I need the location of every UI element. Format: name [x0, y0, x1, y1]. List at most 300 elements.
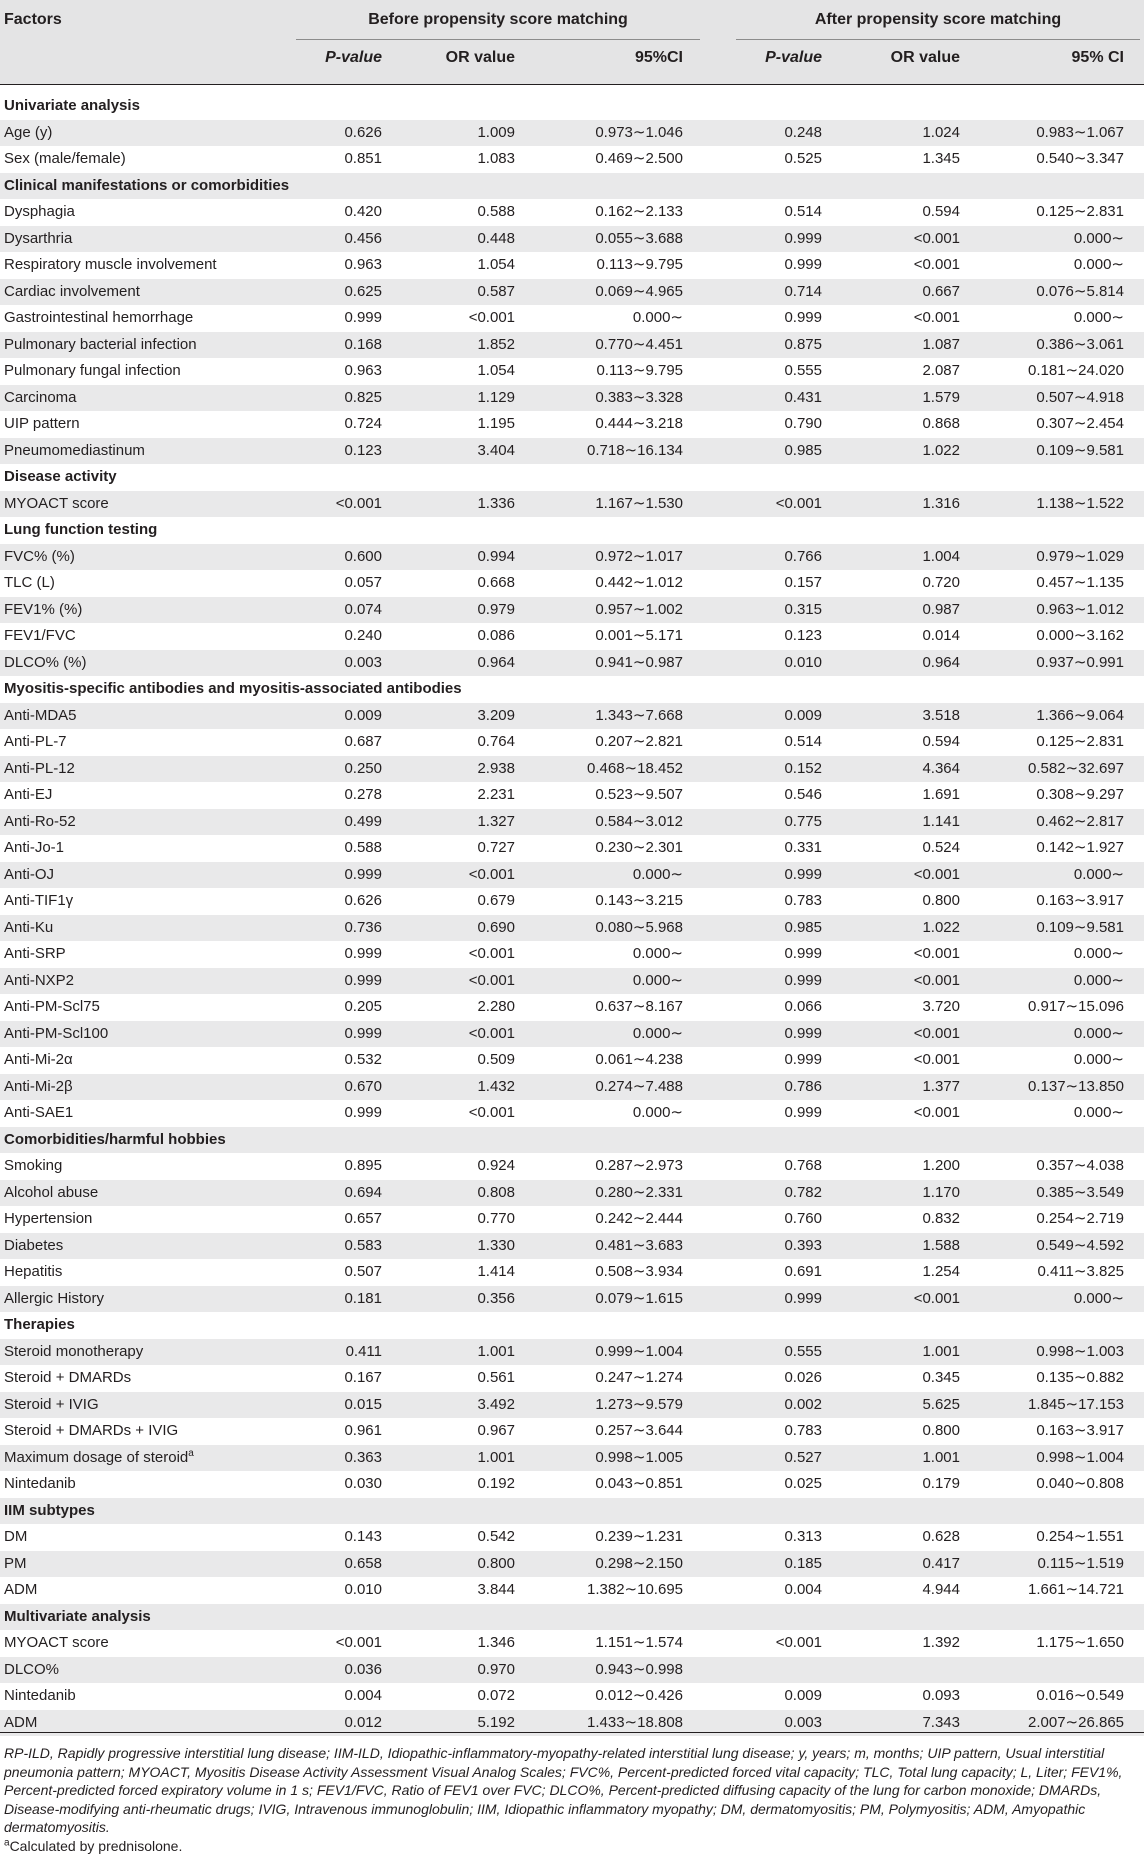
- p-value-before: 0.736: [344, 918, 382, 936]
- table-header: [0, 0, 1144, 84]
- table-row: [0, 358, 1144, 385]
- p-value-after: 0.985: [784, 918, 822, 936]
- or-before: <0.001: [468, 1024, 515, 1042]
- factor-label-text: Anti-PL-12: [4, 759, 75, 777]
- or-after: 0.800: [922, 1422, 960, 1439]
- or-before: 0.679: [477, 892, 515, 909]
- p-value-before: 0.010: [344, 1581, 382, 1598]
- table-row: [0, 252, 1144, 279]
- section-row: [0, 173, 1144, 200]
- ci-before: 0.298∼2.150: [595, 1554, 683, 1572]
- p-value-before: 0.724: [344, 415, 382, 432]
- section-heading: [4, 93, 140, 120]
- ci-after: 0.163∼3.917: [1036, 1422, 1124, 1439]
- or-after: 1.588: [922, 1236, 960, 1254]
- factor-label-text: Nintedanib: [4, 1475, 76, 1492]
- table-row: [0, 968, 1144, 995]
- p-value-before: 0.999: [344, 971, 382, 989]
- p-value-after: 0.999: [784, 1051, 822, 1068]
- ci-before: 0.000∼: [632, 1024, 683, 1042]
- table-row: [0, 1471, 1144, 1498]
- p-value-before: 0.456: [344, 229, 382, 247]
- factor-label-text: Smoking: [4, 1157, 63, 1174]
- ci-before: 0.523∼9.507: [595, 786, 683, 803]
- or-after: <0.001: [913, 1289, 960, 1307]
- table-row: [0, 226, 1144, 253]
- or-after: 1.001: [922, 1448, 960, 1466]
- or-before: 1.414: [477, 1263, 515, 1280]
- section-row: [0, 517, 1144, 544]
- factor-label: [4, 570, 55, 597]
- factor-label: [4, 1683, 76, 1710]
- p-value-after: 0.999: [784, 1104, 822, 1121]
- or-after: 3.720: [922, 998, 960, 1015]
- p-value-after: 0.123: [784, 627, 822, 644]
- p-value-after: 0.790: [784, 415, 822, 432]
- ci-after: 0.998∼1.004: [1036, 1448, 1124, 1466]
- or-after: 1.170: [922, 1183, 960, 1201]
- factor-label: [4, 411, 80, 438]
- ci-before: 0.957∼1.002: [595, 600, 683, 618]
- or-before: 0.072: [477, 1687, 515, 1704]
- or-after: 1.022: [922, 441, 960, 459]
- or-after: <0.001: [913, 1104, 960, 1121]
- or-before: 0.086: [477, 627, 515, 644]
- ci-after: 0.109∼9.581: [1036, 441, 1124, 459]
- table-row: [0, 1021, 1144, 1048]
- p-value-before: 0.999: [344, 1024, 382, 1042]
- or-after: 0.628: [922, 1528, 960, 1545]
- ci-after: 0.000∼3.162: [1036, 627, 1124, 644]
- ci-after: 0.000∼: [1073, 256, 1124, 273]
- table-row: [0, 1259, 1144, 1286]
- factor-label: [4, 862, 54, 889]
- or-after: 1.316: [922, 494, 960, 512]
- table-row: [0, 385, 1144, 412]
- factor-label-text: Steroid monotherapy: [4, 1342, 144, 1360]
- p-value-after: 0.999: [784, 309, 822, 326]
- or-before: 0.964: [477, 653, 515, 671]
- or-after: <0.001: [913, 1051, 960, 1068]
- p-value-after: 0.393: [784, 1236, 822, 1254]
- ci-after: 0.983∼1.067: [1036, 123, 1124, 141]
- p-value-after: 0.999: [784, 1024, 822, 1042]
- table-row: [0, 1074, 1144, 1101]
- factor-label-text: Pulmonary fungal infection: [4, 362, 181, 379]
- p-value-before: 0.009: [344, 706, 382, 724]
- factor-label: [4, 915, 53, 942]
- factor-label: [4, 1074, 73, 1101]
- p-value-before: 0.851: [344, 150, 382, 167]
- or-after: 0.832: [922, 1210, 960, 1227]
- before-group-rule: [296, 39, 700, 40]
- p-value-after: 0.009: [784, 706, 822, 724]
- p-value-before: 0.168: [344, 335, 382, 353]
- p-value-after: 0.009: [784, 1687, 822, 1704]
- section-row: [0, 1498, 1144, 1525]
- p-value-before: 0.278: [344, 786, 382, 803]
- p-value-before: 0.825: [344, 388, 382, 406]
- ci-after: 0.000∼: [1073, 971, 1124, 989]
- factor-label: [4, 544, 75, 571]
- factor-label-text: Anti-EJ: [4, 786, 53, 803]
- ci-after: 0.076∼5.814: [1036, 282, 1124, 300]
- section-heading: [4, 1127, 226, 1154]
- p-value-before: 0.411: [345, 1342, 382, 1360]
- ci-before: 0.770∼4.451: [595, 335, 683, 353]
- p-value-after: 0.066: [784, 998, 822, 1015]
- or-before: 0.356: [477, 1289, 515, 1307]
- or-after: 2.087: [922, 362, 960, 379]
- or-before: 0.727: [477, 839, 515, 856]
- ci-before: 0.162∼2.133: [595, 203, 683, 220]
- p-value-after: 0.783: [784, 1422, 822, 1439]
- p-value-after: 0.783: [784, 892, 822, 909]
- factor-label-text: Anti-PL-7: [4, 733, 67, 750]
- section-row: [0, 1604, 1144, 1631]
- factor-label-text: Anti-Jo-1: [4, 839, 65, 856]
- factor-label-text: Steroid + IVIG: [4, 1395, 99, 1413]
- ci-after: 1.661∼14.721: [1028, 1581, 1124, 1598]
- section-heading: [4, 517, 157, 544]
- p-value-after: <0.001: [775, 1634, 822, 1651]
- table-row: [0, 888, 1144, 915]
- table-row: [0, 305, 1144, 332]
- or-after: 0.093: [922, 1687, 960, 1704]
- factors-header: Factors: [4, 11, 62, 28]
- or-after: 5.625: [922, 1395, 960, 1413]
- factor-label: [4, 1206, 92, 1233]
- table-row: [0, 729, 1144, 756]
- ci-after: 0.549∼4.592: [1036, 1236, 1124, 1254]
- ci-before: 0.061∼4.238: [595, 1051, 683, 1068]
- p-value-before: 0.626: [344, 123, 382, 141]
- table-row: [0, 941, 1144, 968]
- or-after: <0.001: [913, 865, 960, 883]
- factor-label-text: Pneumomediastinum: [4, 441, 145, 459]
- p-value-after: 0.025: [784, 1475, 822, 1492]
- p-value-before: 0.507: [344, 1263, 382, 1280]
- section-heading: [4, 1498, 95, 1525]
- or-after: 7.343: [922, 1713, 960, 1731]
- p-value-before: 0.626: [344, 892, 382, 909]
- factor-label: [4, 1445, 194, 1472]
- p-value-before: 0.030: [344, 1475, 382, 1492]
- or-before: 0.588: [477, 203, 515, 220]
- factor-label-text: Diabetes: [4, 1236, 64, 1254]
- p-value-before: 0.999: [344, 1104, 382, 1121]
- or-before: 1.054: [477, 256, 515, 273]
- table-row: [0, 623, 1144, 650]
- ci-after: 1.175∼1.650: [1036, 1634, 1124, 1651]
- p-value-after: 0.185: [784, 1554, 822, 1572]
- ci-after: 1.138∼1.522: [1036, 494, 1124, 512]
- factor-label: [4, 835, 64, 862]
- p-value-after: 0.331: [784, 839, 822, 856]
- or-before: 2.280: [477, 998, 515, 1015]
- ci-before: 0.079∼1.615: [595, 1289, 683, 1307]
- header-bottom-rule: [0, 84, 1144, 85]
- p-value-after: 0.999: [784, 865, 822, 883]
- ci-after: 0.998∼1.003: [1036, 1342, 1124, 1360]
- factor-label-text: Anti-Mi-2β: [4, 1077, 73, 1095]
- ci-after: 0.000∼: [1073, 1051, 1124, 1068]
- table-row: [0, 597, 1144, 624]
- ci-after: 0.979∼1.029: [1036, 547, 1124, 565]
- table-row: [0, 1365, 1144, 1392]
- after-group-rule: [736, 39, 1140, 40]
- p-value-after: 0.315: [784, 600, 822, 618]
- ci-before: 0.481∼3.683: [595, 1236, 683, 1254]
- section-row: [0, 93, 1144, 120]
- ci-before: 0.973∼1.046: [595, 123, 683, 141]
- p-value-before: 0.420: [344, 203, 382, 220]
- ci-after: 0.308∼9.297: [1036, 786, 1124, 803]
- or-before: 3.844: [477, 1581, 515, 1598]
- p-value-after: 0.999: [784, 1289, 822, 1307]
- table-row: [0, 279, 1144, 306]
- ci-before: 0.055∼3.688: [595, 229, 683, 247]
- factor-label: [4, 1259, 62, 1286]
- ci-after: 0.937∼0.991: [1036, 653, 1124, 671]
- factor-label: [4, 756, 75, 783]
- or-after: 0.179: [922, 1475, 960, 1492]
- factor-label: [4, 994, 100, 1021]
- factor-label-text: DLCO%: [4, 1660, 60, 1678]
- ci-before: 1.433∼18.808: [587, 1713, 683, 1731]
- p-value-before: 0.074: [344, 600, 382, 618]
- p-value-after: 0.999: [784, 945, 822, 962]
- ci-before: 0.000∼: [632, 309, 683, 326]
- factor-label: [4, 1286, 104, 1313]
- ci-before: 0.080∼5.968: [595, 918, 683, 936]
- section-row: [0, 1127, 1144, 1154]
- table-row: [0, 570, 1144, 597]
- ci-before: 0.001∼5.171: [595, 627, 683, 644]
- factor-label: [4, 623, 76, 650]
- ci-after: 0.357∼4.038: [1036, 1157, 1124, 1174]
- p-value-after: <0.001: [775, 494, 822, 512]
- factor-label-text: Anti-MDA5: [4, 706, 77, 724]
- factor-label: [4, 1153, 62, 1180]
- ci-before: 0.442∼1.012: [595, 574, 683, 591]
- before-p-value-header: P-value: [325, 49, 382, 66]
- factor-label-text: Gastrointestinal hemorrhage: [4, 309, 194, 326]
- or-after: 1.392: [922, 1634, 960, 1651]
- factor-label-text: Anti-SRP: [4, 945, 66, 962]
- or-after: 0.417: [922, 1554, 960, 1572]
- factor-label-text: Maximum dosage of steroid: [4, 1448, 189, 1466]
- or-after: <0.001: [913, 971, 960, 989]
- p-value-after: 0.010: [784, 653, 822, 671]
- or-before: 0.509: [477, 1051, 515, 1068]
- or-after: 1.200: [922, 1157, 960, 1174]
- ci-after: 0.000∼: [1073, 865, 1124, 883]
- table-row: [0, 411, 1144, 438]
- p-value-after: 0.999: [784, 229, 822, 247]
- p-value-before: 0.240: [344, 627, 382, 644]
- factor-label-text: FVC% (%): [4, 547, 75, 565]
- or-after: 1.345: [922, 150, 960, 167]
- section-heading: [4, 464, 117, 491]
- p-value-before: 0.003: [344, 653, 382, 671]
- ci-after: 0.000∼: [1073, 309, 1124, 326]
- ci-before: 0.247∼1.274: [595, 1369, 683, 1386]
- table-row: [0, 332, 1144, 359]
- factor-label-text: PM: [4, 1554, 27, 1572]
- p-value-before: 0.250: [344, 759, 382, 777]
- ci-before: 0.469∼2.500: [595, 150, 683, 167]
- p-value-after: 0.782: [784, 1183, 822, 1201]
- ci-after: 0.385∼3.549: [1036, 1183, 1124, 1201]
- or-before: 1.852: [477, 335, 515, 353]
- p-value-before: 0.004: [344, 1687, 382, 1704]
- or-before: <0.001: [468, 1104, 515, 1121]
- or-after: 0.868: [922, 415, 960, 432]
- ci-after: 0.411∼3.825: [1037, 1263, 1124, 1280]
- or-after: 0.987: [922, 600, 960, 618]
- or-before: 0.800: [477, 1554, 515, 1572]
- after-ci-header: 95% CI: [1071, 49, 1124, 66]
- factor-label: [4, 1630, 109, 1657]
- or-after: <0.001: [913, 309, 960, 326]
- p-value-before: 0.694: [344, 1183, 382, 1201]
- factor-label-text: Therapies: [4, 1316, 75, 1333]
- ci-before: 0.468∼18.452: [587, 759, 683, 777]
- ci-after: 0.125∼2.831: [1036, 733, 1124, 750]
- factor-label-text: Steroid + DMARDs: [4, 1369, 132, 1386]
- table-row: [0, 1577, 1144, 1604]
- table-footnote: [4, 1744, 1140, 1855]
- p-value-before: 0.057: [344, 574, 382, 591]
- ci-before: 0.069∼4.965: [595, 282, 683, 300]
- ci-after: 0.254∼1.551: [1036, 1528, 1124, 1545]
- or-before: 0.668: [477, 574, 515, 591]
- ci-after: 0.386∼3.061: [1036, 335, 1124, 353]
- before-or-header: OR value: [445, 49, 515, 66]
- p-value-before: <0.001: [335, 1634, 382, 1651]
- note-text: Calculated by prednisolone.: [9, 1837, 183, 1854]
- factor-label: [4, 332, 197, 359]
- p-value-after: 0.527: [784, 1448, 822, 1466]
- section-row: [0, 1312, 1144, 1339]
- ci-before: 0.000∼: [632, 865, 683, 883]
- ci-before: 0.274∼7.488: [595, 1077, 683, 1095]
- factor-label: [4, 358, 181, 385]
- table-row: [0, 1392, 1144, 1419]
- or-after: <0.001: [913, 945, 960, 962]
- table-bottom-rule: [0, 1732, 1144, 1733]
- table-row: [0, 1153, 1144, 1180]
- ci-after: 0.963∼1.012: [1036, 600, 1124, 618]
- or-before: 0.587: [477, 282, 515, 300]
- p-value-before: 0.625: [344, 282, 382, 300]
- factor-label-text: ADM: [4, 1581, 38, 1598]
- table-row: [0, 1233, 1144, 1260]
- or-before: 1.336: [477, 494, 515, 512]
- table-row: [0, 835, 1144, 862]
- factor-label: [4, 1365, 131, 1392]
- p-value-before: 0.015: [344, 1395, 382, 1413]
- ci-after: 0.000∼: [1073, 229, 1124, 247]
- table-row: [0, 862, 1144, 889]
- factor-label-text: Carcinoma: [4, 388, 77, 406]
- or-before: 1.001: [477, 1448, 515, 1466]
- or-after: 1.254: [922, 1263, 960, 1280]
- table-row: [0, 544, 1144, 571]
- or-after: 1.691: [922, 786, 960, 803]
- or-before: 0.448: [477, 229, 515, 247]
- or-after: 0.524: [922, 839, 960, 856]
- after-or-header: OR value: [890, 49, 960, 66]
- or-before: 1.083: [477, 150, 515, 167]
- ci-before: 0.242∼2.444: [595, 1210, 683, 1227]
- ci-before: 1.343∼7.668: [595, 706, 683, 724]
- or-before: 5.192: [477, 1713, 515, 1731]
- table-row: [0, 703, 1144, 730]
- p-value-before: 0.999: [344, 945, 382, 962]
- p-value-after: 0.999: [784, 971, 822, 989]
- factor-label: [4, 729, 67, 756]
- factor-label-text: Nintedanib: [4, 1687, 76, 1704]
- p-value-before: 0.532: [344, 1051, 382, 1068]
- before-ci-header: 95%CI: [634, 49, 683, 66]
- factor-label: [4, 146, 126, 173]
- table-row: [0, 491, 1144, 518]
- or-before: 0.994: [477, 547, 515, 565]
- p-value-after: 0.760: [784, 1210, 822, 1227]
- ci-after: 0.109∼9.581: [1036, 918, 1124, 936]
- or-before: 1.054: [477, 362, 515, 379]
- after-matching-header: After propensity score matching: [814, 11, 1062, 28]
- or-before: 0.542: [477, 1528, 515, 1545]
- or-after: 1.141: [922, 812, 960, 830]
- ci-before: 0.287∼2.973: [595, 1157, 683, 1174]
- p-value-before: 0.658: [344, 1554, 382, 1572]
- p-value-after: 0.555: [784, 1342, 822, 1360]
- p-value-before: 0.363: [344, 1448, 382, 1466]
- factor-label-text: Anti-OJ: [4, 865, 55, 883]
- or-after: 1.579: [922, 388, 960, 406]
- factor-label-text: Age (y): [4, 123, 53, 141]
- or-before: 0.561: [477, 1369, 515, 1386]
- ci-before: 0.000∼: [632, 971, 683, 989]
- table-row: [0, 1339, 1144, 1366]
- or-after: 1.377: [922, 1077, 960, 1095]
- or-after: <0.001: [913, 1024, 960, 1042]
- ci-after: 0.462∼2.817: [1036, 812, 1124, 830]
- or-before: 3.209: [477, 706, 515, 724]
- or-after: <0.001: [913, 229, 960, 247]
- or-before: 3.492: [477, 1395, 515, 1413]
- ci-after: 0.540∼3.347: [1036, 150, 1124, 167]
- p-value-after: 0.691: [784, 1263, 822, 1280]
- ci-after: 0.016∼0.549: [1036, 1687, 1124, 1704]
- ci-before: 1.167∼1.530: [595, 494, 683, 512]
- p-value-after: 0.026: [784, 1369, 822, 1386]
- p-value-after: 0.157: [784, 574, 822, 591]
- or-before: 1.330: [477, 1236, 515, 1254]
- or-before: 1.327: [477, 812, 515, 830]
- ci-after: 0.917∼15.096: [1028, 998, 1124, 1015]
- factor-label-text: Clinical manifestations or comorbidities: [4, 176, 290, 194]
- p-value-after: 0.152: [784, 759, 822, 777]
- or-before: 1.009: [477, 123, 515, 141]
- footnote-mark: a: [188, 1447, 194, 1459]
- or-before: <0.001: [468, 865, 515, 883]
- ci-before: 1.151∼1.574: [595, 1634, 683, 1651]
- ci-before: 1.273∼9.579: [595, 1395, 683, 1413]
